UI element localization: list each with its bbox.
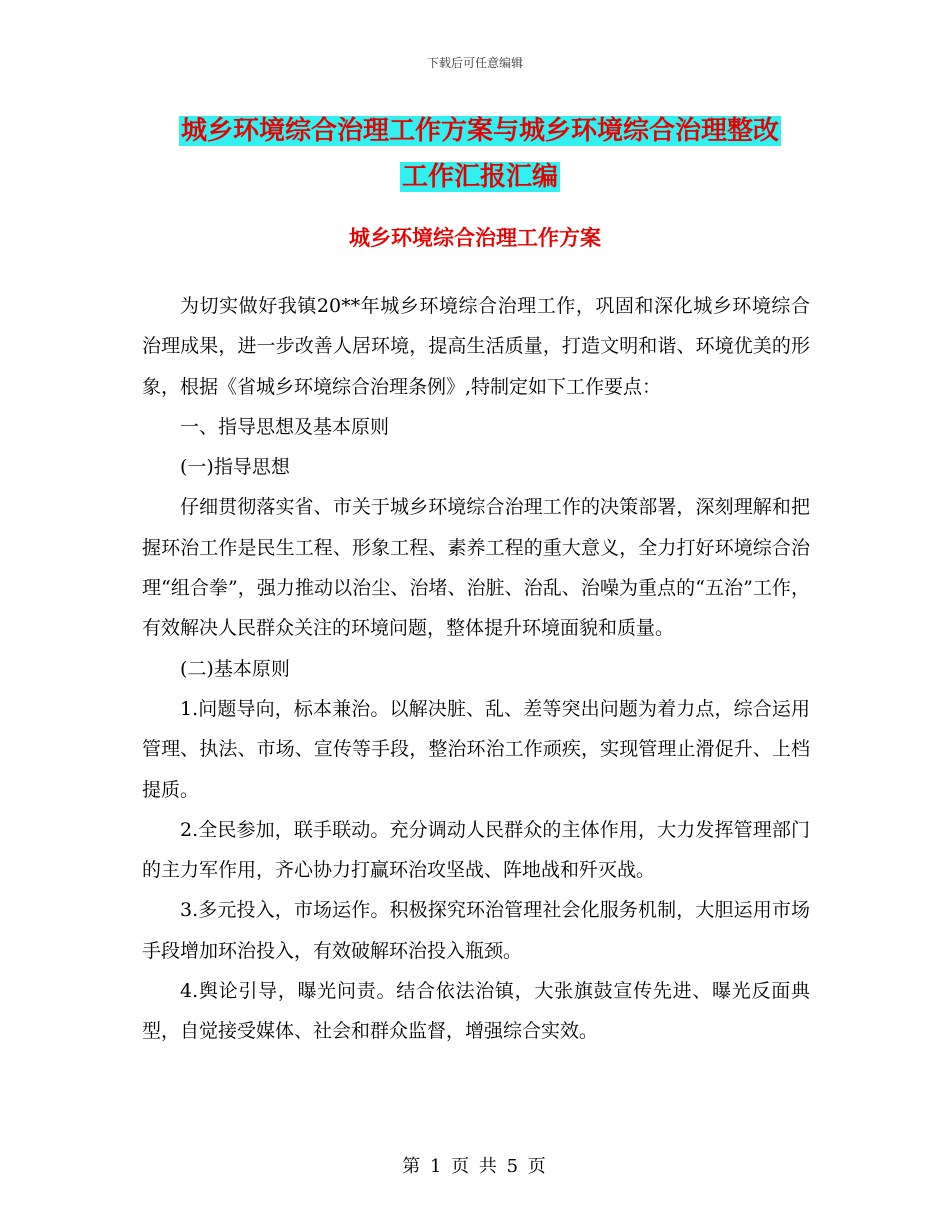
paragraph-guiding-thought: 仔细贯彻落实省、市关于城乡环境综合治理工作的决策部署，深刻理解和把握环治工作是民生工程、形象工程、素养工程的重大意义，全力打好环境综合治理“组合拳”，强力推动以治尘、治堵、治脏、治乱、治噪为重点的“五治”工作，有效解决人民群众关注的环境问题，整体提升环境面貌和质量。 [142,496,810,640]
subheading-basic-principles: (二)基本原则 [180,657,290,680]
document-title-line-1: 城乡环境综合治理工作方案与城乡环境综合治理整改 [180,116,779,146]
paragraph-principle-4: 4.舆论引导，曝光问责。结合依法治镇，大张旗鼓宣传先进、曝光反面典型，自觉接受媒体、社会和群众监督，增强综合实效。 [142,980,810,1043]
header-note: 下载后可任意编辑 [426,56,523,70]
document-title-line-2: 工作汇报汇编 [401,162,558,192]
heading-guiding-principles: 一、指导思想及基本原则 [180,415,390,438]
document-title [140,108,820,200]
subheading-guiding-thought: (一)指导思想 [180,456,290,479]
paragraph-principle-3: 3.多元投入，市场运作。积极探究环治管理社会化服务机制，大胆运用市场手段增加环治投入，有效破解环治投入瓶颈。 [142,899,810,962]
page-number-footer: 第 1 页 共 5 页 [402,1156,548,1177]
paragraph-intro: 为切实做好我镇20**年城乡环境综合治理工作，巩固和深化城乡环境综合治理成果，进一步改善人居环境，提高生活质量，打造文明和谐、环境优美的形象，根据《省城乡环境综合治理条例》,特制定如下工作要点： [142,295,810,398]
document-body [142,286,810,1052]
section-title: 城乡环境综合治理工作方案 [349,226,601,250]
paragraph-principle-1: 1.问题导向，标本兼治。以解决脏、乱、差等突出问题为着力点，综合运用管理、执法、市场、宣传等手段，整治环治工作顽疾，实现管理止滑促升、上档提质。 [142,697,810,801]
paragraph-principle-2: 2.全民参加，联手联动。充分调动人民群众的主体作用，大力发挥管理部门的主力军作用，齐心协力打赢环治攻坚战、阵地战和歼灭战。 [142,818,810,882]
